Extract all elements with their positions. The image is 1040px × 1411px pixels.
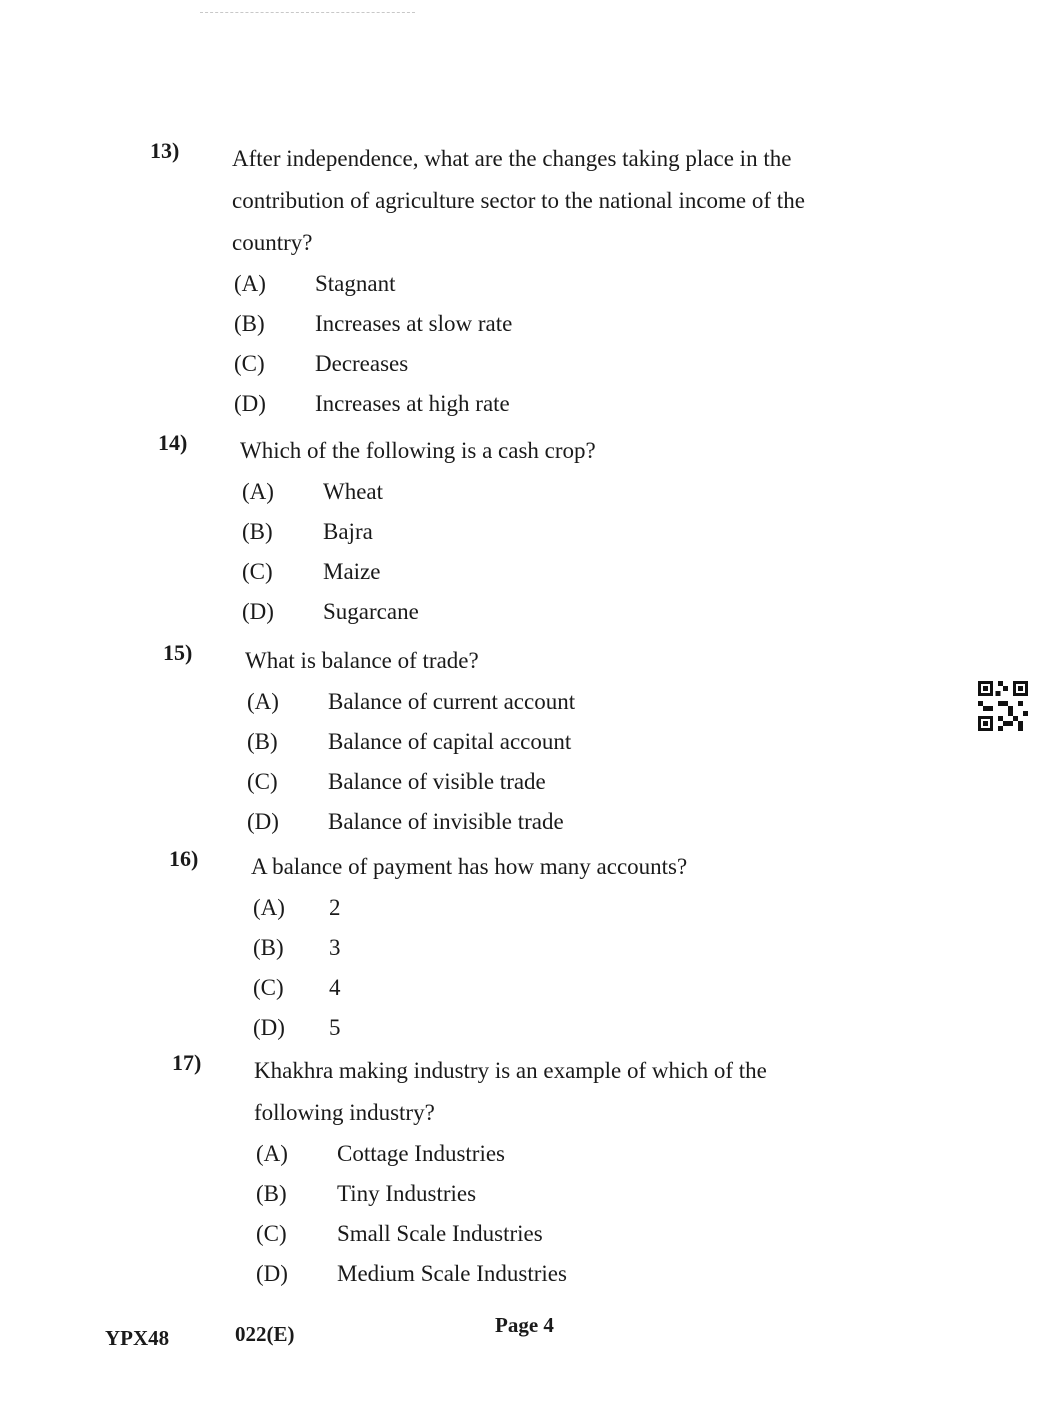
option-a <box>245 682 945 722</box>
option-b <box>245 722 945 762</box>
question-number: 15) <box>163 640 193 665</box>
option-label: (B) <box>242 519 273 544</box>
question-13 <box>150 138 932 424</box>
option-a <box>251 888 951 928</box>
option-b <box>254 1174 954 1214</box>
question-number: 13) <box>150 138 180 163</box>
option-label: (B) <box>253 935 284 960</box>
option-text: Cottage Industries <box>337 1141 505 1166</box>
question-number: 14) <box>158 430 188 455</box>
option-a <box>254 1134 954 1174</box>
option-label: (D) <box>247 809 279 834</box>
option-b <box>240 512 940 552</box>
option-label: (A) <box>242 479 274 504</box>
option-label: (C) <box>253 975 284 1000</box>
option-text: Balance of capital account <box>328 729 572 754</box>
option-text: Tiny Industries <box>337 1181 477 1206</box>
question-number: 17) <box>172 1050 202 1075</box>
option-label: (C) <box>247 769 278 794</box>
option-d <box>232 384 932 424</box>
question-16 <box>169 846 951 1048</box>
option-text: Balance of current account <box>328 689 576 714</box>
question-text: What is balance of trade? <box>245 648 479 673</box>
option-c <box>245 762 945 802</box>
option-text: Maize <box>323 559 381 584</box>
footer-paper-code: 022(E) <box>235 1322 295 1346</box>
option-b <box>232 304 932 344</box>
option-d <box>251 1008 951 1048</box>
option-label: (B) <box>234 311 265 336</box>
option-text: 2 <box>329 895 341 920</box>
footer-page-number: Page 4 <box>495 1313 554 1337</box>
question-14 <box>158 430 940 632</box>
option-d <box>254 1254 954 1294</box>
option-text: Medium Scale Industries <box>337 1261 567 1286</box>
option-text: 5 <box>329 1015 341 1040</box>
option-label: (A) <box>234 271 266 296</box>
option-label: (C) <box>256 1221 287 1246</box>
option-d <box>240 592 940 632</box>
option-text: 4 <box>329 975 341 1000</box>
question-number: 16) <box>169 846 199 871</box>
scan-artifact-line <box>200 12 415 13</box>
option-label: (D) <box>253 1015 285 1040</box>
option-text: Stagnant <box>315 271 396 296</box>
option-text: Balance of visible trade <box>328 769 546 794</box>
option-c <box>254 1214 954 1254</box>
option-text: Increases at slow rate <box>315 311 513 336</box>
option-text: Balance of invisible trade <box>328 809 564 834</box>
option-text: Wheat <box>323 479 384 504</box>
option-label: (D) <box>256 1261 288 1286</box>
option-label: (D) <box>234 391 266 416</box>
option-label: (A) <box>256 1141 288 1166</box>
option-text: 3 <box>329 935 341 960</box>
option-d <box>245 802 945 842</box>
option-text: Increases at high rate <box>315 391 510 416</box>
option-label: (A) <box>253 895 285 920</box>
option-text: Sugarcane <box>323 599 419 624</box>
option-label: (C) <box>242 559 273 584</box>
option-label: (D) <box>242 599 274 624</box>
option-label: (B) <box>256 1181 287 1206</box>
question-text: Which of the following is a cash crop? <box>240 438 596 463</box>
option-c <box>232 344 932 384</box>
question-17 <box>172 1050 954 1294</box>
option-c <box>240 552 940 592</box>
option-label: (C) <box>234 351 265 376</box>
option-a <box>240 472 940 512</box>
question-text: After independence, what are the changes taking place in the contribution of agriculture sector to the national income of the country? <box>232 146 805 255</box>
option-label: (B) <box>247 729 278 754</box>
option-text: Small Scale Industries <box>337 1221 543 1246</box>
option-text: Bajra <box>323 519 373 544</box>
qr-code-icon <box>978 681 1028 731</box>
option-c <box>251 968 951 1008</box>
question-15 <box>163 640 945 842</box>
option-b <box>251 928 951 968</box>
option-text: Decreases <box>315 351 409 376</box>
question-text: A balance of payment has how many accounts? <box>251 854 688 879</box>
option-label: (A) <box>247 689 279 714</box>
option-a <box>232 264 932 304</box>
question-text: Khakhra making industry is an example of which of the following industry? <box>254 1058 767 1125</box>
footer-series-code: YPX48 <box>105 1326 170 1350</box>
